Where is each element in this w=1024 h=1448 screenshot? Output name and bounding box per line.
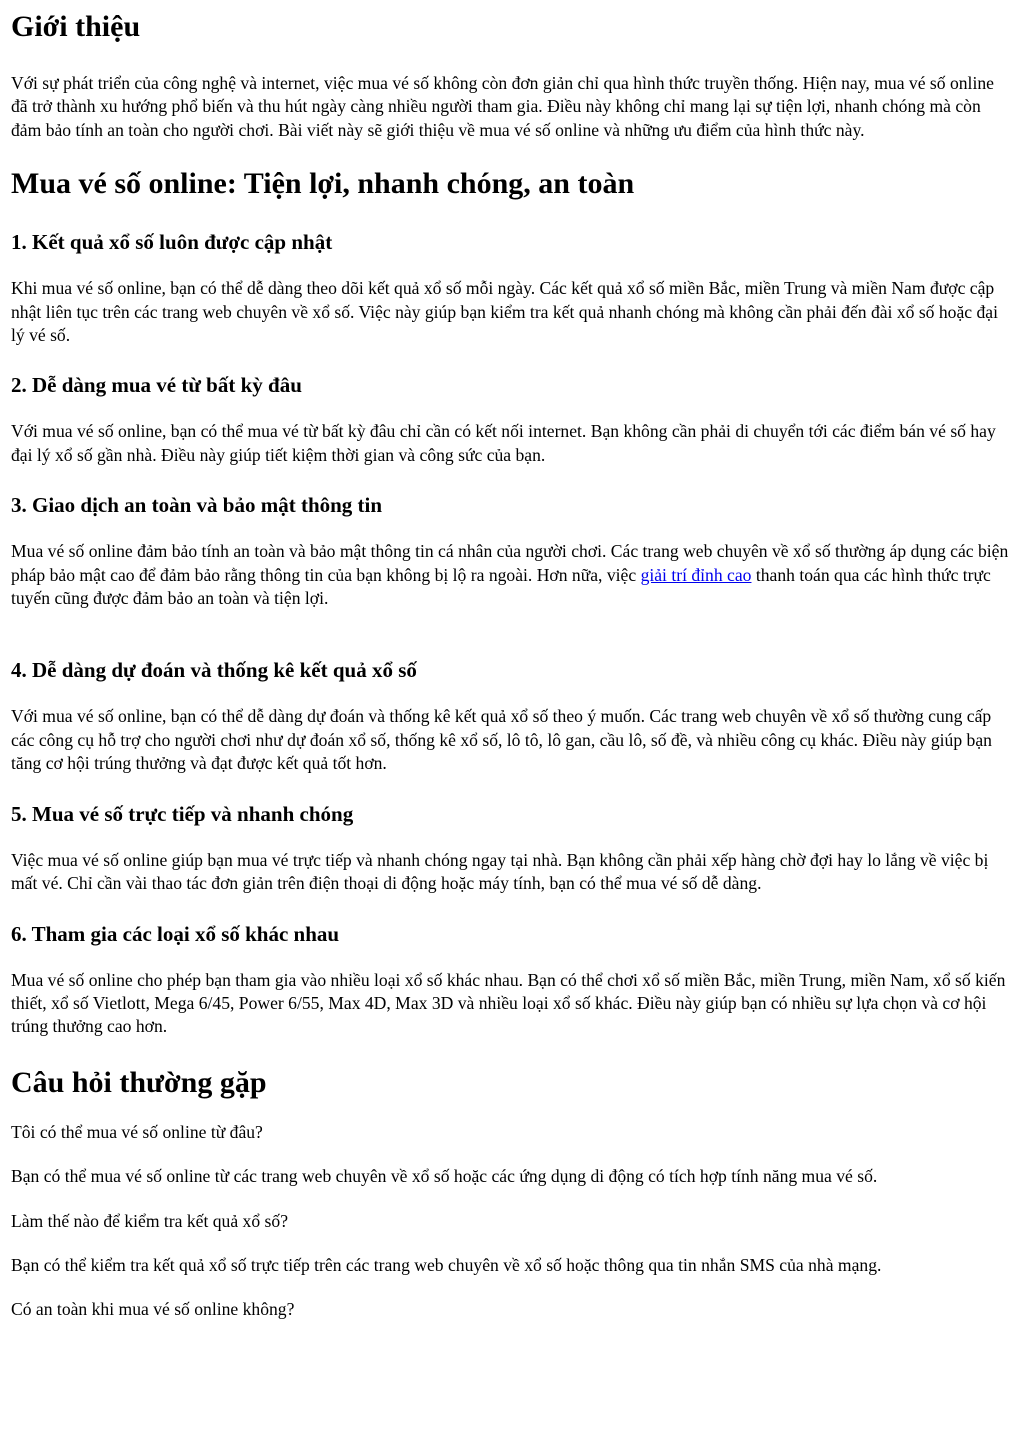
section-1-paragraph: Khi mua vé số online, bạn có thể dễ dàng theo dõi kết quả xổ số mỗi ngày. Các kết quả xổ số miền Bắc, miền Trung và miền Nam được cập nhật liên tục trên các trang web chuyên về xổ số. Việc này giúp bạn kiểm tra kết quả nhanh chóng mà không cần phải đến đài xổ số hoặc đại lý vé số. [11, 278, 998, 346]
main-heading: Mua vé số online: Tiện lợi, nhanh chóng, an toàn [11, 167, 635, 201]
section-4-heading: 4. Dễ dàng dự đoán và thống kê kết quả xổ số [11, 658, 417, 683]
section-3-heading: 3. Giao dịch an toàn và bảo mật thông tin [11, 493, 383, 518]
faq-question-2: Làm thế nào để kiểm tra kết quả xổ số? [11, 1210, 289, 1231]
intro-heading: Giới thiệu [11, 10, 141, 43]
section-6-paragraph: Mua vé số online cho phép bạn tham gia vào nhiều loại xổ số khác nhau. Bạn có thể chơi xổ số miền Bắc, miền Trung, miền Nam, xổ số kiến thiết, xổ số Vietlott, Mega 6/45, Power 6/55, Max 4D, Max 3D và nhiều loại xổ số khác. Điều này giúp bạn có nhiều sự lựa chọn và cơ hội trúng thưởng cao hơn. [11, 969, 1006, 1037]
section-2-paragraph: Với mua vé số online, bạn có thể mua vé từ bất kỳ đâu chỉ cần có kết nối internet. Bạn không cần phải di chuyển tới các điểm bán vé số hay đại lý xổ số gần nhà. Điều này giúp tiết kiệm thời gian và công sức của bạn. [11, 421, 996, 465]
faq-question-1: Tôi có thể mua vé số online từ đâu? [11, 1121, 263, 1142]
section-5-paragraph: Việc mua vé số online giúp bạn mua vé trực tiếp và nhanh chóng ngay tại nhà. Bạn không cần phải xếp hàng chờ đợi hay lo lắng về việc bị mất vé. Chỉ cần vài thao tác đơn giản trên điện thoại di động hoặc máy tính, bạn có thể mua vé số dễ dàng. [11, 849, 989, 894]
section-3-paragraph [11, 540, 1014, 610]
entertainment-link[interactable]: giải trí đỉnh cao [640, 564, 752, 585]
faq-answer-2: Bạn có thể kiểm tra kết quả xổ số trực tiếp trên các trang web chuyên về xổ số hoặc thông qua tin nhắn SMS của nhà mạng. [11, 1254, 882, 1275]
section-1-heading: 1. Kết quả xổ số luôn được cập nhật [11, 230, 333, 255]
article [11, 0, 1014, 1322]
faq-question-3: Có an toàn khi mua vé số online không? [11, 1299, 295, 1320]
section-6-heading: 6. Tham gia các loại xổ số khác nhau [11, 921, 340, 946]
section-5-heading: 5. Mua vé số trực tiếp và nhanh chóng [11, 801, 354, 826]
section-3-text-after-link: thanh toán qua các hình thức trực tuyến cũng được đảm bảo an toàn và tiện lợi. [11, 564, 991, 609]
section-4-paragraph: Với mua vé số online, bạn có thể dễ dàng dự đoán và thống kê kết quả xổ số theo ý muốn. Các trang web chuyên về xổ số thường cung cấp các công cụ hỗ trợ cho người chơi như dự đoán xổ số, thống kê xổ số, lô tô, lô gan, cầu lô, số đề, và nhiều công cụ khác. Điều này giúp bạn tăng cơ hội trúng thưởng và đạt được kết quả tốt hơn. [11, 706, 992, 774]
section-2-heading: 2. Dễ dàng mua vé từ bất kỳ đâu [11, 373, 302, 398]
faq-heading: Câu hỏi thường gặp [11, 1065, 267, 1099]
section-3-text-before-link: Mua vé số online đảm bảo tính an toàn và bảo mật thông tin cá nhân của người chơi. Các trang web chuyên về xổ số thường áp dụng các biện pháp bảo mật cao để đảm bảo rằng thông tin của bạn không bị lộ ra ngoài. Hơn nữa, việc [11, 541, 1009, 585]
intro-paragraph: Với sự phát triển của công nghệ và internet, việc mua vé số không còn đơn giản chỉ qua hình thức truyền thống. Hiện nay, mua vé số online đã trở thành xu hướng phổ biến và thu hút ngày càng nhiều người tham gia. Điều này không chỉ mang lại sự tiện lợi, nhanh chóng mà còn đảm bảo tính an toàn cho người chơi. Bài viết này sẽ giới thiệu về mua vé số online và những ưu điểm của hình thức này. [11, 73, 994, 140]
faq-answer-1: Bạn có thể mua vé số online từ các trang web chuyên về xổ số hoặc các ứng dụng di động có tích hợp tính năng mua vé số. [11, 1166, 878, 1187]
